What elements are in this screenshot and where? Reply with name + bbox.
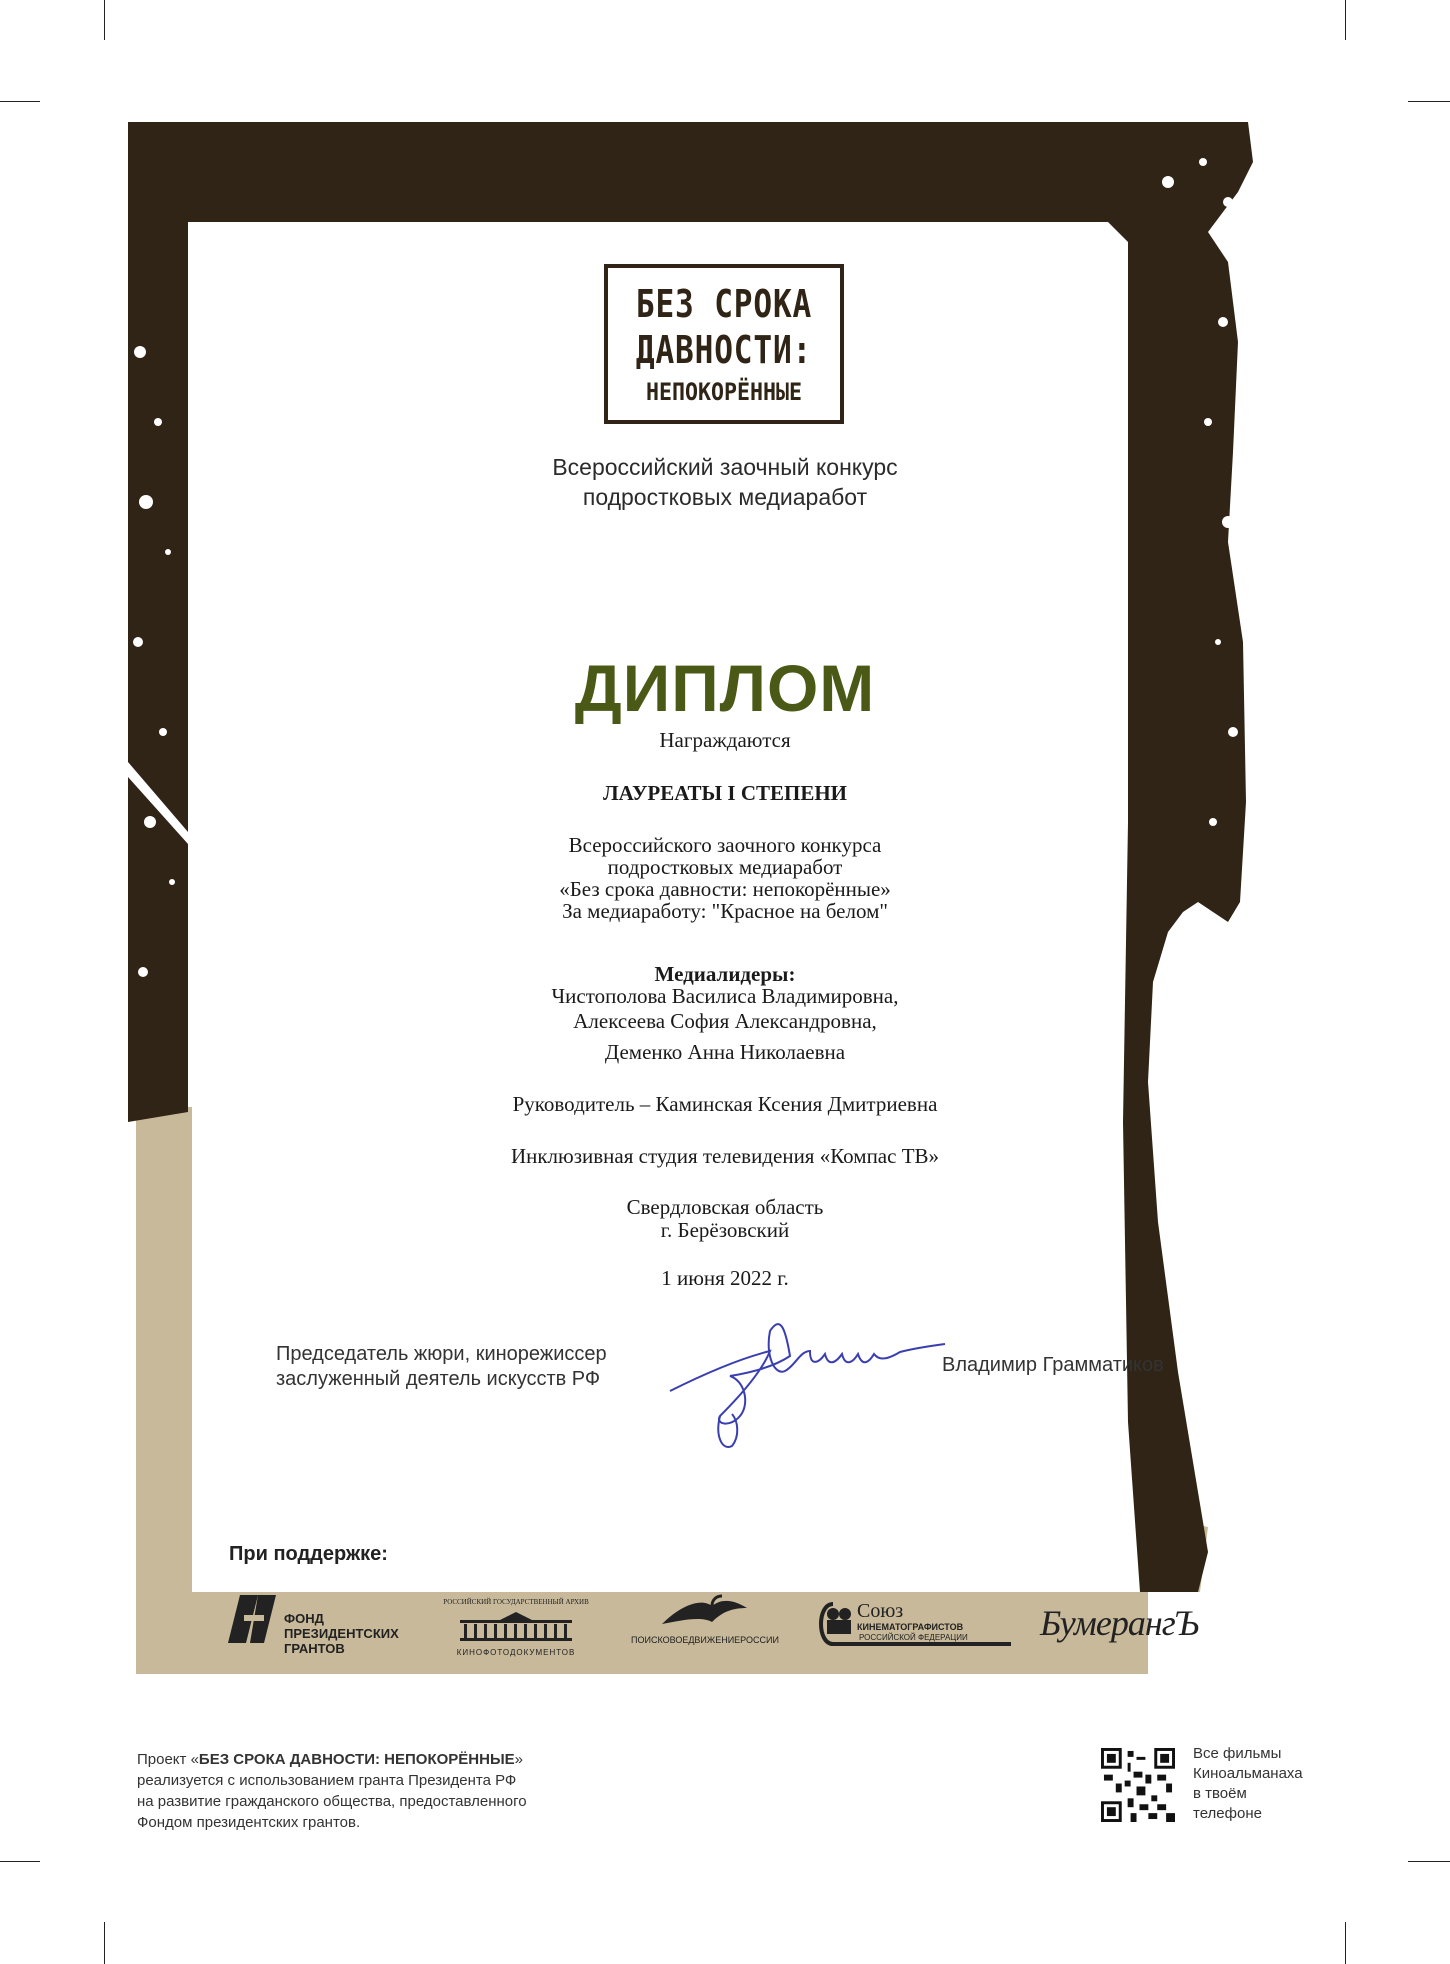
crane-bird-icon — [652, 1594, 752, 1630]
city-text: г. Берёзовский — [660, 1218, 790, 1242]
qr-caption-line4: телефоне — [1193, 1805, 1262, 1822]
jury-chair-name: Владимир Грамматиков — [942, 1354, 1164, 1376]
union-line2: КИНЕМАТОГРАФИСТОВ — [857, 1622, 964, 1632]
footer-line2: реализуется с использованием гранта Президента РФ — [137, 1772, 517, 1789]
crop-mark — [1408, 101, 1450, 102]
fund-line2: ПРЕЗИДЕНТСКИХ — [284, 1626, 399, 1641]
fund-line3: ГРАНТОВ — [284, 1641, 345, 1656]
contest-subtitle-line1: Всероссийский заочный конкурс — [552, 454, 898, 480]
search-movement-logo — [622, 1594, 788, 1650]
position-line2: заслуженный деятель искусств РФ — [276, 1368, 601, 1390]
contest-line3: «Без срока давности: непокорённые» — [559, 877, 891, 901]
crop-mark — [0, 101, 40, 102]
contest-logo — [604, 264, 844, 424]
footer-project-name: БЕЗ СРОКА ДАВНОСТИ: НЕПОКОРЁННЫЕ — [198, 1751, 515, 1768]
fund-line1: ФОНД — [284, 1611, 324, 1626]
crop-mark — [1408, 1861, 1450, 1862]
leaders-label: Медиалидеры: — [654, 962, 796, 986]
logo-text-line2: ДАВНОСТИ: — [635, 328, 813, 372]
position-line1: Председатель жюри, кинорежиссер — [276, 1343, 607, 1365]
date-text: 1 июня 2022 г. — [661, 1266, 789, 1290]
contest-subtitle-line2: подростковых медиаработ — [582, 484, 868, 510]
footer-line3: на развитие гражданского общества, предоставленного — [137, 1793, 527, 1810]
support-label: При поддержке: — [229, 1543, 388, 1565]
contest-line2: подростковых медиаработ — [607, 855, 843, 879]
leader-name: Деменко Анна Николаевна — [604, 1040, 846, 1064]
awarded-text: Награждаются — [659, 728, 791, 752]
logo-text-line3: НЕПОКОРЁННЫЕ — [645, 378, 803, 406]
qr-caption-line2: Киноальманаха — [1193, 1765, 1303, 1782]
leader-name: Чистополова Василиса Владимировна, — [551, 984, 899, 1008]
jury-chair-position — [276, 1342, 607, 1392]
footer-line1 — [137, 1749, 527, 1770]
archive-building-icon — [460, 1612, 572, 1642]
qr-caption-line1: Все фильмы — [1193, 1745, 1282, 1762]
crop-mark — [1345, 0, 1346, 40]
archive-top-text: РОССИЙСКИЙ ГОСУДАРСТВЕННЫЙ АРХИВ — [443, 1598, 589, 1606]
search-movement-text: ПОИСКОВОЕДВИЖЕНИЕРОССИИ — [631, 1635, 779, 1645]
qr-code-icon[interactable] — [1101, 1748, 1175, 1822]
union-line3: РОССИЙСКОЙ ФЕДЕРАЦИИ — [859, 1633, 968, 1642]
logo-text-line1: БЕЗ СРОКА — [635, 282, 813, 326]
fund-icon — [228, 1595, 276, 1643]
leader-name: Алексеева София Александровна, — [573, 1009, 877, 1033]
film-archive-logo — [440, 1598, 592, 1660]
boomerang-logo: БумерангЪ — [1040, 1603, 1199, 1643]
contest-line1: Всероссийского заочного конкурса — [568, 833, 882, 857]
footer-suffix: » — [514, 1751, 523, 1768]
crop-mark — [104, 0, 105, 40]
diploma-title: ДИПЛОМ — [574, 651, 876, 725]
work-title: За медиаработу: "Красное на белом" — [562, 899, 888, 923]
supervisor-text: Руководитель – Каминская Ксения Дмитриевна — [512, 1092, 938, 1116]
crop-mark — [104, 1922, 105, 1964]
archive-bottom-text: КИНОФОТОДОКУМЕНТОВ — [456, 1648, 576, 1657]
footer-prefix: Проект « — [137, 1751, 199, 1768]
qr-caption — [1193, 1744, 1303, 1824]
cinematographers-union-logo — [815, 1598, 1015, 1650]
footer-line4: Фондом президентских грантов. — [137, 1814, 361, 1831]
union-title: Союз — [857, 1600, 904, 1622]
crop-mark — [0, 1861, 40, 1862]
project-footer — [137, 1749, 527, 1833]
qr-caption-line3: в твоём — [1193, 1785, 1247, 1802]
studio-text: Инклюзивная студия телевидения «Компас ТВ» — [510, 1144, 940, 1168]
crop-mark — [1345, 1922, 1346, 1964]
degree-text: ЛАУРЕАТЫ I СТЕПЕНИ — [602, 781, 848, 805]
region-text: Свердловская область — [626, 1195, 824, 1219]
handwritten-signature — [660, 1296, 950, 1456]
